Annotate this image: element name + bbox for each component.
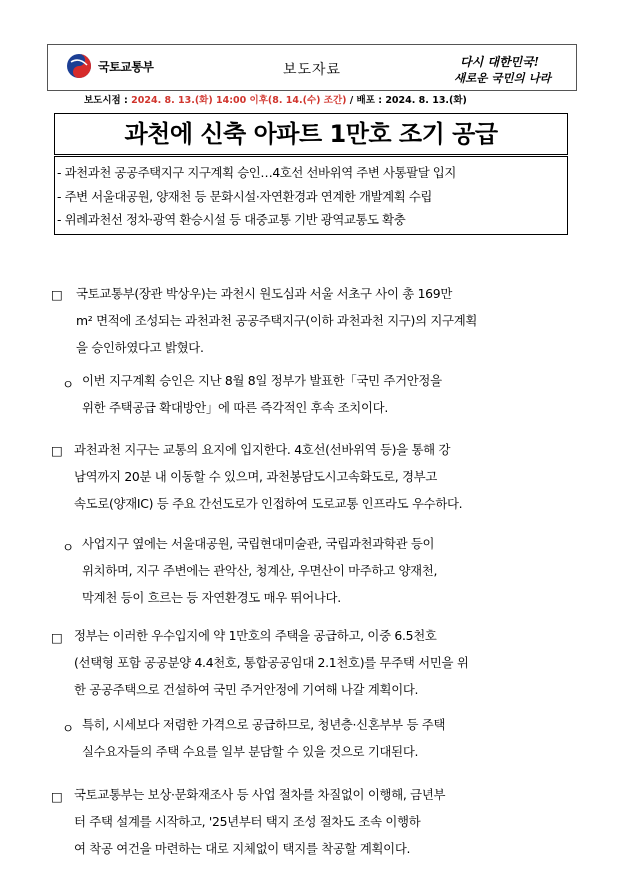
paragraph-line: 위한 주택공급 확대방안」에 따른 즉각적인 후속 조치이다.	[82, 400, 388, 415]
square-bullet: □	[51, 630, 63, 645]
paragraph-line: (선택형 포함 공공분양 4.4천호, 통합공공임대 2.1천호)를 무주택 서민을 위	[74, 655, 469, 670]
paragraph-line: 국토교통부(장관 박상우)는 과천시 원도심과 서울 서초구 사이 총 169만	[76, 286, 452, 301]
square-bullet: □	[51, 287, 63, 302]
embargo-label: 보도시점 :	[84, 95, 132, 106]
slogan-line2: 새로운 국민의 나라	[454, 71, 551, 85]
paragraph-line: 을 승인하였다고 밝혔다.	[76, 340, 204, 355]
paragraph-line: 국토교통부는 보상·문화재조사 등 사업 절차를 차질없이 이행해, 금년부	[74, 787, 446, 802]
embargo-line	[84, 92, 584, 106]
paragraph-line: 특히, 시세보다 저렴한 가격으로 공급하므로, 청년층·신혼부부 등 주택	[82, 717, 446, 732]
summary-box	[54, 156, 568, 235]
paragraph-1	[76, 280, 477, 361]
paragraph-line: 한 공공주택으로 건설하여 국민 주거안정에 기여해 나갈 계획이다.	[74, 682, 419, 697]
paragraph-3a	[82, 711, 445, 765]
circle-bullet: ㅇ	[62, 377, 75, 392]
embargo-distribution: / 배포 : 2024. 8. 13.(화)	[346, 95, 467, 106]
summary-item: - 주변 서울대공원, 양재천 등 문화시설·자연환경과 연계한 개발계획 수립	[57, 188, 432, 204]
paragraph-line: 실수요자들의 주택 수요를 일부 분담할 수 있을 것으로 기대된다.	[82, 744, 419, 759]
circle-bullet: ㅇ	[62, 540, 75, 555]
paragraph-2a	[82, 530, 437, 611]
slogan-calligraphy	[450, 51, 570, 87]
paragraph-line: 막계천 등이 흐르는 등 자연환경도 매우 뛰어나다.	[82, 590, 341, 605]
paragraph-3	[74, 622, 469, 703]
paragraph-4	[74, 781, 445, 862]
embargo-time: 2024. 8. 13.(화) 14:00 이후	[131, 95, 268, 106]
ministry-name: 국토교통부	[98, 59, 154, 74]
press-release-header	[47, 44, 577, 91]
paragraph-1a	[82, 367, 442, 421]
summary-item: - 위례과천선 정차·광역 환승시설 등 대중교통 기반 광역교통도 확충	[57, 212, 406, 227]
embargo-paper: (8. 14.(수) 조간)	[267, 95, 347, 106]
summary-item: - 과천과천 공공주택지구 지구계획 승인…4호선 선바위역 주변 사통팔달 입지	[57, 165, 456, 180]
paragraph-line: m² 면적에 조성되는 과천과천 공공주택지구(이하 과천과천 지구)의 지구계획	[76, 313, 478, 328]
circle-bullet: ㅇ	[62, 721, 75, 736]
paragraph-line: 이번 지구계획 승인은 지난 8월 8일 정부가 발표한「국민 주거안정을	[82, 373, 442, 388]
paragraph-line: 터 주택 설계를 시작하고, '25년부터 택지 조성 절차도 조속 이행하	[74, 814, 421, 829]
square-bullet: □	[51, 443, 63, 458]
paragraph-2	[74, 436, 462, 517]
paragraph-line: 과천과천 지구는 교통의 요지에 입지한다. 4호선(선바위역 등)을 통해 강	[74, 442, 451, 457]
paragraph-line: 위치하며, 지구 주변에는 관악산, 청계산, 우면산이 마주하고 양재천,	[82, 563, 438, 578]
square-bullet: □	[51, 789, 63, 804]
paragraph-line: 속도로(양재IC) 등 주요 간선도로가 인접하여 도로교통 인프라도 우수하다.	[74, 496, 463, 511]
paragraph-line: 사업지구 옆에는 서울대공원, 국립현대미술관, 국립과천과학관 등이	[82, 536, 435, 551]
page-title: 과천에 신축 아파트 1만호 조기 공급	[54, 113, 568, 155]
paragraph-line: 남역까지 20분 내 이동할 수 있으며, 과천봉담도시고속화도로, 경부고	[74, 469, 437, 484]
slogan-line1: 다시 대한민국!	[460, 55, 539, 69]
document-type: 보도자료	[282, 62, 342, 78]
paragraph-line: 여 착공 여건을 마련하는 대로 지체없이 택지를 착공할 계획이다.	[74, 841, 411, 856]
paragraph-line: 정부는 이러한 우수입지에 약 1만호의 주택을 공급하고, 이중 6.5천호	[74, 628, 437, 643]
